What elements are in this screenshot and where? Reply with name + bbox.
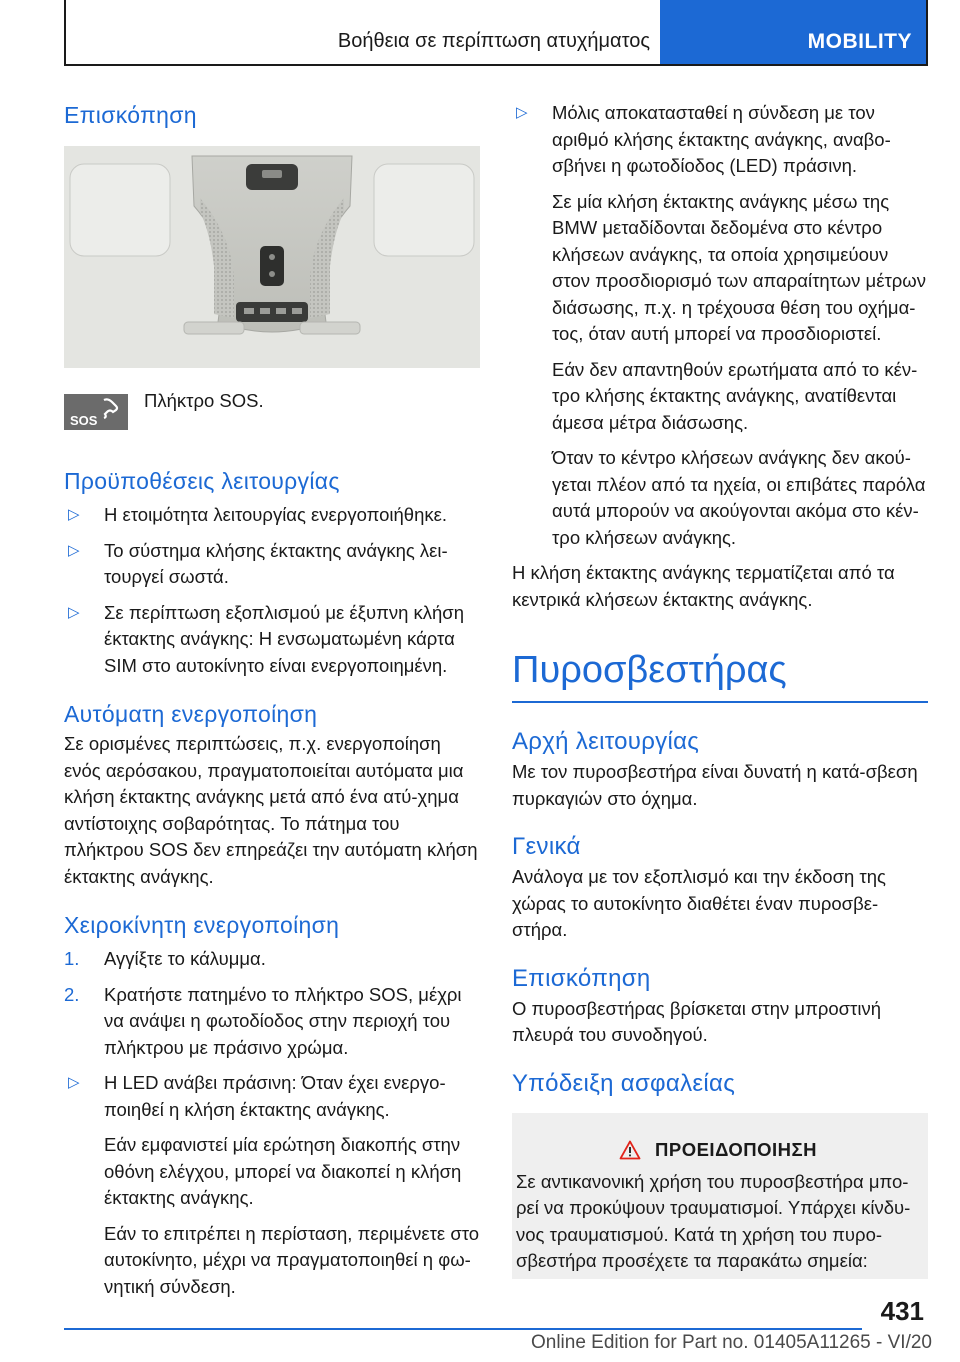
connection-paragraph: Εάν δεν απαντηθούν ερωτήματα από το κέν‐τρο κλήσης έκτακτης ανάγκης, ανατίθενται άμεσα μέτρα διάσωσης. (552, 358, 918, 433)
right-column (512, 100, 928, 1279)
svg-text:SOS: SOS (70, 413, 98, 428)
led-paragraph: Εάν εμφανιστεί μία ερώτηση διακοπής στην οθόνη ελέγχου, μπορεί να διακοπεί η κλήση έκτακτης ανάγκης. (104, 1134, 462, 1208)
overview-text: Ο πυροσβεστήρας βρίσκεται στην μπροστινή πλευρά του συνοδηγού. (512, 997, 882, 1045)
manual-activation-heading: Χειροκίνητη ενεργοποίηση (64, 912, 340, 938)
warning-header (512, 1139, 924, 1161)
overhead-console-drawing (64, 146, 480, 368)
mobility-tab: MOBILITY (660, 0, 926, 64)
sos-caption-row (64, 388, 480, 440)
sos-button-icon (64, 394, 128, 430)
triangle-bullet-icon: ▷ (68, 1074, 80, 1091)
list-item: ▷ Η LED ανάβει πράσινη: Όταν έχει ενεργο‐ποιηθεί η κλήση έκτακτης ανάγκης. (68, 1072, 446, 1120)
auto-activation-text: Σε ορισμένες περιπτώσεις, π.χ. ενεργοποίηση ενός αερόσακου, πραγματοποιείται αυτόματα μια κλήση έκτακτης ανάγκης μετά από ένα ατύ‐χημα αντίστοιχης σοβαρότητας. Το πάτημα του πλήκτρου SOS δεν επηρεάζει την αυτόματη κλήση έκτακτης ανάγκης. (64, 733, 478, 887)
prerequisites-heading: Προϋποθέσεις λειτουργίας (64, 468, 340, 494)
overhead-console-image (64, 146, 480, 368)
triangle-bullet-icon: ▷ (68, 603, 80, 621)
connection-paragraph: Όταν το κέντρο κλήσεων ανάγκης δεν ακού‐γεται πλέον από τα ηχεία, οι επιβάτες παρόλα αυτά μπορούν να ακούγονται ακόμα στο κέν‐τρο κλήσεων ανάγκης. (552, 447, 926, 548)
numbered-step: 1. Αγγίξτε το κάλυμμα. (64, 948, 266, 969)
warning-text: Σε αντικανονική χρήση του πυροσβεστήρα μπο‐ρεί να προκύψουν τραυματισμοί. Υπάρχει κίνδυ‐νος τραυματισμού. Κατά τη χρήση του πυρο‐σβεστήρα προσέχετε τα παρακάτω σημεία: (516, 1170, 911, 1271)
principle-heading: Αρχή λειτουργίας (512, 728, 700, 755)
triangle-bullet-icon: ▷ (516, 104, 528, 121)
edition-text: Online Edition for Part no. 01405A11265 - VI/20 (530, 1332, 932, 1353)
overview-heading: Επισκόπηση (64, 102, 197, 128)
auto-activation-heading: Αυτόματη ενεργοποίηση (64, 701, 318, 727)
principle-text: Με τον πυροσβεστήρα είναι δυνατή η κατά‐σβεση πυρκαγιών στο όχημα. (512, 761, 918, 809)
overview-heading-right: Επισκόπηση (512, 964, 651, 992)
triangle-bullet-icon: ▷ (68, 506, 80, 523)
triangle-bullet-icon: ▷ (68, 541, 80, 559)
led-paragraph: Εάν το επιτρέπει η περίσταση, περιμένετε στο αυτοκίνητο, μέχρι να πραγματοποιηθεί η φω‐νητική σύνδεση. (104, 1222, 480, 1297)
page-number: 431 (880, 1296, 924, 1326)
extinguisher-heading: Πυροσβεστήρας (512, 647, 928, 703)
warning-box (512, 1113, 928, 1279)
page-header (64, 0, 928, 66)
safety-heading: Υπόδειξη ασφαλείας (512, 1069, 736, 1097)
sos-caption: Πλήκτρο SOS. (144, 390, 264, 411)
prerequisites-list (64, 502, 480, 679)
connection-paragraph: Σε μία κλήση έκτακτης ανάγκης μέσω της BMW μεταδίδονται δεδομένα στο κέντρο κλήσεων ανάγκης, τα οποία χρησιμεύουν στον προσδιορισμό των απαραίτητων μέτρων διάσωσης, π.χ. η τρέχουσα θέση του οχήμα‐τος, όταν αυτή μπορεί να προσδιοριστεί. (552, 190, 926, 344)
footer-divider (64, 1328, 862, 1330)
list-item: ▷ Η ετοιμότητα λειτουργίας ενεργοποιήθηκε. (64, 502, 480, 529)
manual-steps-list (64, 946, 480, 1300)
call-end-text: Η κλήση έκτακτης ανάγκης τερματίζεται από τα κεντρικά κλήσεων έκτακτης ανάγκης. (512, 562, 895, 610)
numbered-step: 2. Κρατήστε πατημένο το πλήκτρο SOS, μέχρι να ανάψει η φωτοδίοδος στην περιοχή του πλήκτρου με πράσινο χρώμα. (64, 983, 462, 1058)
warning-title: ΠΡΟΕΙΔΟΠΟΙΗΣΗ (655, 1138, 817, 1160)
list-item: ▷ Μόλις αποκατασταθεί η σύνδεση με τον αριθμό κλήσης έκτακτης ανάγκης, αναβο‐σβήνει η φωτοδίοδος (LED) πράσινη. (516, 102, 891, 176)
left-column (64, 100, 480, 1300)
general-heading: Γενικά (512, 833, 581, 860)
warning-triangle-icon (619, 1140, 641, 1160)
list-item: ▷ Σε περίπτωση εξοπλισμού με έξυπνη κλήση έκτακτης ανάγκης: Η ενσωματωμένη κάρτα SIM στο αυτοκίνητο είναι ενεργοποιημένη. (68, 601, 465, 676)
general-text: Ανάλογα με τον εξοπλισμό και την έκδοση της χώρας το αυτοκίνητο διαθέτει έναν πυροσβε‐στήρα. (512, 866, 886, 940)
list-item: ▷ Το σύστημα κλήσης έκτακτης ανάγκης λει‐τουργεί σωστά. (68, 539, 448, 587)
section-title: Βοήθεια σε περίπτωση ατυχήματος (337, 30, 650, 52)
